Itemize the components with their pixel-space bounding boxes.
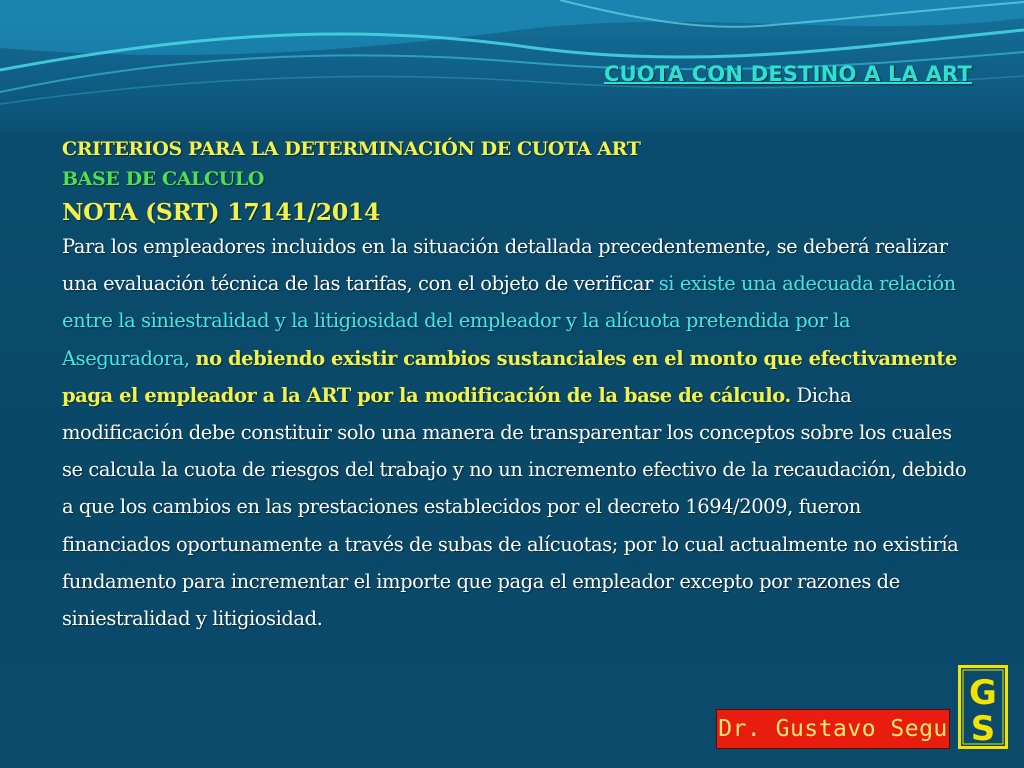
svg-text:S: S <box>970 709 996 749</box>
paragraph-part-highlight: no debiendo existir cambios sustanciales en el monto que efectivamente paga el empleador a la ART por la modificación de la base de cálculo. <box>62 346 957 407</box>
svg-text:G: G <box>969 673 997 713</box>
signature-label <box>716 709 950 749</box>
nota-heading: NOTA (SRT) 17141/2014 <box>62 198 381 226</box>
body-paragraph <box>62 228 967 637</box>
paragraph-part-cyan: si existe una adecuada relación entre la siniestralidad y la litigiosidad del empleador y la alícuota pretendida por la Aseguradora, <box>62 272 956 370</box>
criterios-heading: CRITERIOS PARA LA DETERMINACIÓN DE CUOTA ART <box>62 138 641 160</box>
gs-logo-icon <box>958 665 1008 749</box>
base-calculo-heading: BASE DE CALCULO <box>62 168 265 190</box>
slide-content <box>62 134 972 637</box>
signature-text: Dr. Gustavo Segu <box>718 716 948 742</box>
paragraph-part-white: Para los empleadores incluidos en la situación detallada precedentemente, se deberá realizar una evaluación técnica de las tarifas, con el objeto de verificar <box>62 235 948 296</box>
slide-title: CUOTA CON DESTINO A LA ART <box>603 62 972 86</box>
paragraph-part-rest: Dicha modificación debe constituir solo una manera de transparentar los conceptos sobre los cuales se calcula la cuota de riesgos del trabajo y no un incremento efectivo de la recaudación, debido a que los cambios en las prestaciones establecidos por el decreto 1694/2009, fueron financiados oportunamente a través de subas de alícuotas; por lo cual actualmente no existiría fundamento para incrementar el importe que paga el empleador excepto por razones de siniestralidad y litigiosidad. <box>62 383 967 631</box>
